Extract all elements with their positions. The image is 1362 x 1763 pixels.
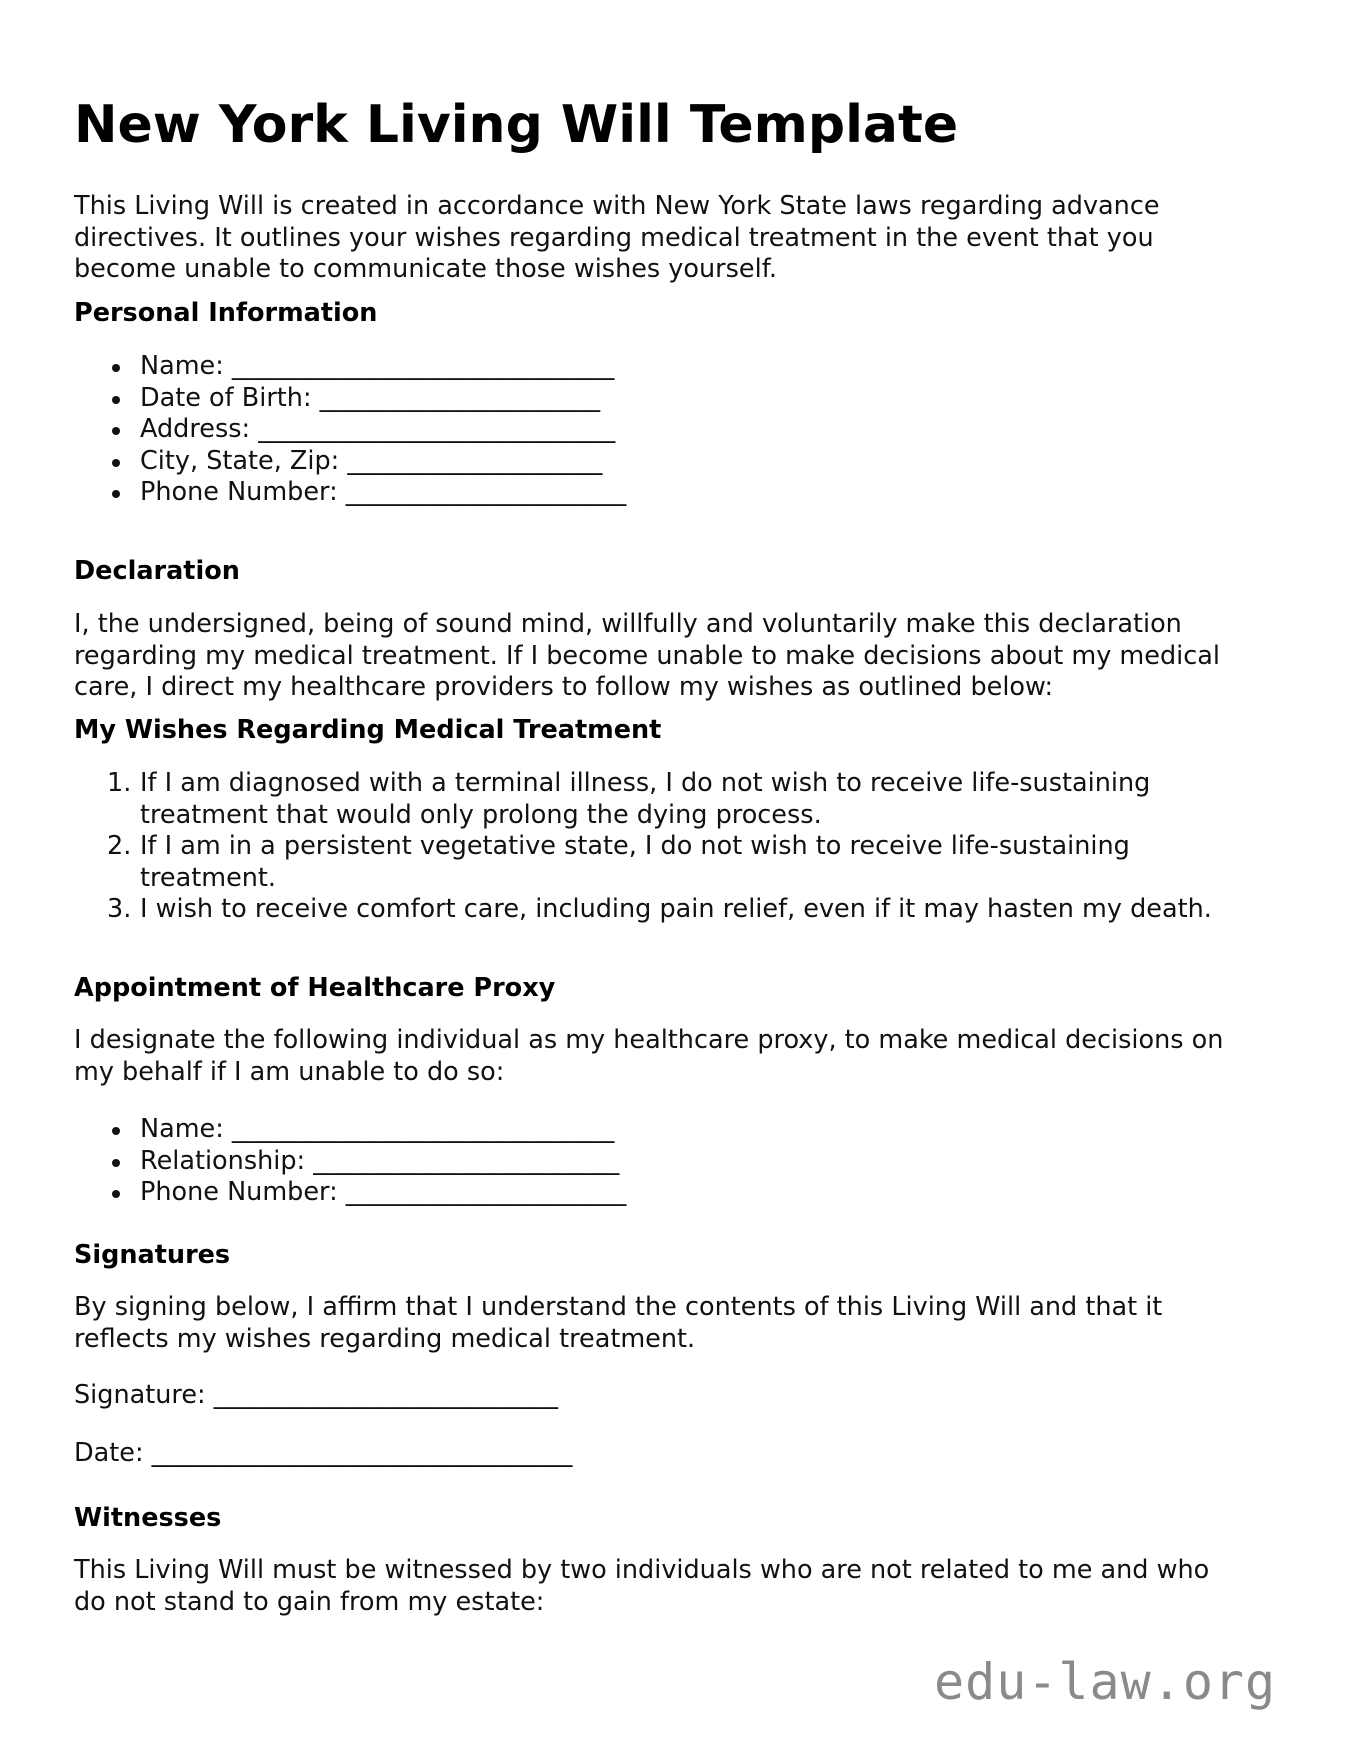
list-item xyxy=(74,831,1284,894)
proxy-phone-field[interactable]: Phone Number: ______________________ xyxy=(140,1177,627,1207)
signature-field[interactable]: Signature: ___________________________ xyxy=(74,1380,558,1410)
list-item xyxy=(74,477,1284,509)
list-number: 1. xyxy=(107,768,132,798)
wishes-list xyxy=(74,768,1284,926)
list-number: 3. xyxy=(107,894,132,924)
date-field[interactable]: Date: _________________________________ xyxy=(74,1438,573,1468)
proxy-heading: Appointment of Healthcare Proxy xyxy=(74,973,556,1003)
bullet-icon xyxy=(112,490,120,498)
list-item xyxy=(74,768,1284,831)
personal-address-field[interactable]: Address: ____________________________ xyxy=(140,414,616,444)
witnesses-paragraph: This Living Will must be witnessed by two individuals who are not related to me and who do not stand to gain from my estate: xyxy=(74,1555,1210,1617)
wish-text: If I am diagnosed with a terminal illness, I do not wish to receive life-sustaining treatment that would only prolong the dying process. xyxy=(140,768,1151,830)
watermark: edu-law.org xyxy=(934,1653,1277,1711)
bullet-icon xyxy=(112,427,120,435)
list-number: 2. xyxy=(107,831,132,861)
list-item xyxy=(74,894,1284,926)
bullet-icon xyxy=(112,459,120,467)
bullet-icon xyxy=(112,1190,120,1198)
wishes-heading: My Wishes Regarding Medical Treatment xyxy=(74,715,662,745)
personal-information-list xyxy=(74,351,1284,509)
declaration-heading: Declaration xyxy=(74,556,240,586)
proxy-name-field[interactable]: Name: ______________________________ xyxy=(140,1114,615,1144)
personal-dob-field[interactable]: Date of Birth: ______________________ xyxy=(140,382,601,413)
personal-information-heading: Personal Information xyxy=(74,298,378,328)
list-item xyxy=(74,1146,1284,1178)
signatures-paragraph: By signing below, I affirm that I understand the contents of this Living Will and that it reflects my wishes regarding medical treatment. xyxy=(74,1292,1163,1354)
intro-paragraph: This Living Will is created in accordance with New York State laws regarding advance directives. It outlines your wishes regarding medical treatment in the event that you become unable to communicate those wishes yourself. xyxy=(74,191,1160,284)
bullet-icon xyxy=(112,396,120,404)
list-item xyxy=(74,1177,1284,1209)
personal-city-state-zip-field[interactable]: City, State, Zip: ____________________ xyxy=(140,445,603,476)
wish-text: If I am in a persistent vegetative state, I do not wish to receive life-sustaining treatment. xyxy=(140,831,1130,893)
bullet-icon xyxy=(112,364,120,372)
bullet-icon xyxy=(112,1127,120,1135)
personal-phone-field[interactable]: Phone Number: ______________________ xyxy=(140,477,627,507)
proxy-paragraph: I designate the following individual as my healthcare proxy, to make medical decisions on my behalf if I am unable to do so: xyxy=(74,1025,1224,1087)
list-item xyxy=(74,414,1284,446)
signatures-heading: Signatures xyxy=(74,1240,231,1270)
list-item xyxy=(74,1114,1284,1146)
list-item xyxy=(74,351,1284,383)
document-title: New York Living Will Template xyxy=(74,95,959,155)
proxy-list xyxy=(74,1114,1284,1209)
list-item xyxy=(74,383,1284,415)
declaration-paragraph: I, the undersigned, being of sound mind, willfully and voluntarily make this declaration regarding my medical treatment. If I become unable to make decisions about my medical care, I direct my healthcare providers to follow my wishes as outlined below: xyxy=(74,609,1220,702)
personal-name-field[interactable]: Name: ______________________________ xyxy=(140,351,615,381)
bullet-icon xyxy=(112,1159,120,1167)
list-item xyxy=(74,446,1284,478)
witnesses-heading: Witnesses xyxy=(74,1503,222,1533)
wish-text: I wish to receive comfort care, including pain relief, even if it may hasten my death. xyxy=(140,894,1212,924)
proxy-relationship-field[interactable]: Relationship: ________________________ xyxy=(140,1145,620,1176)
